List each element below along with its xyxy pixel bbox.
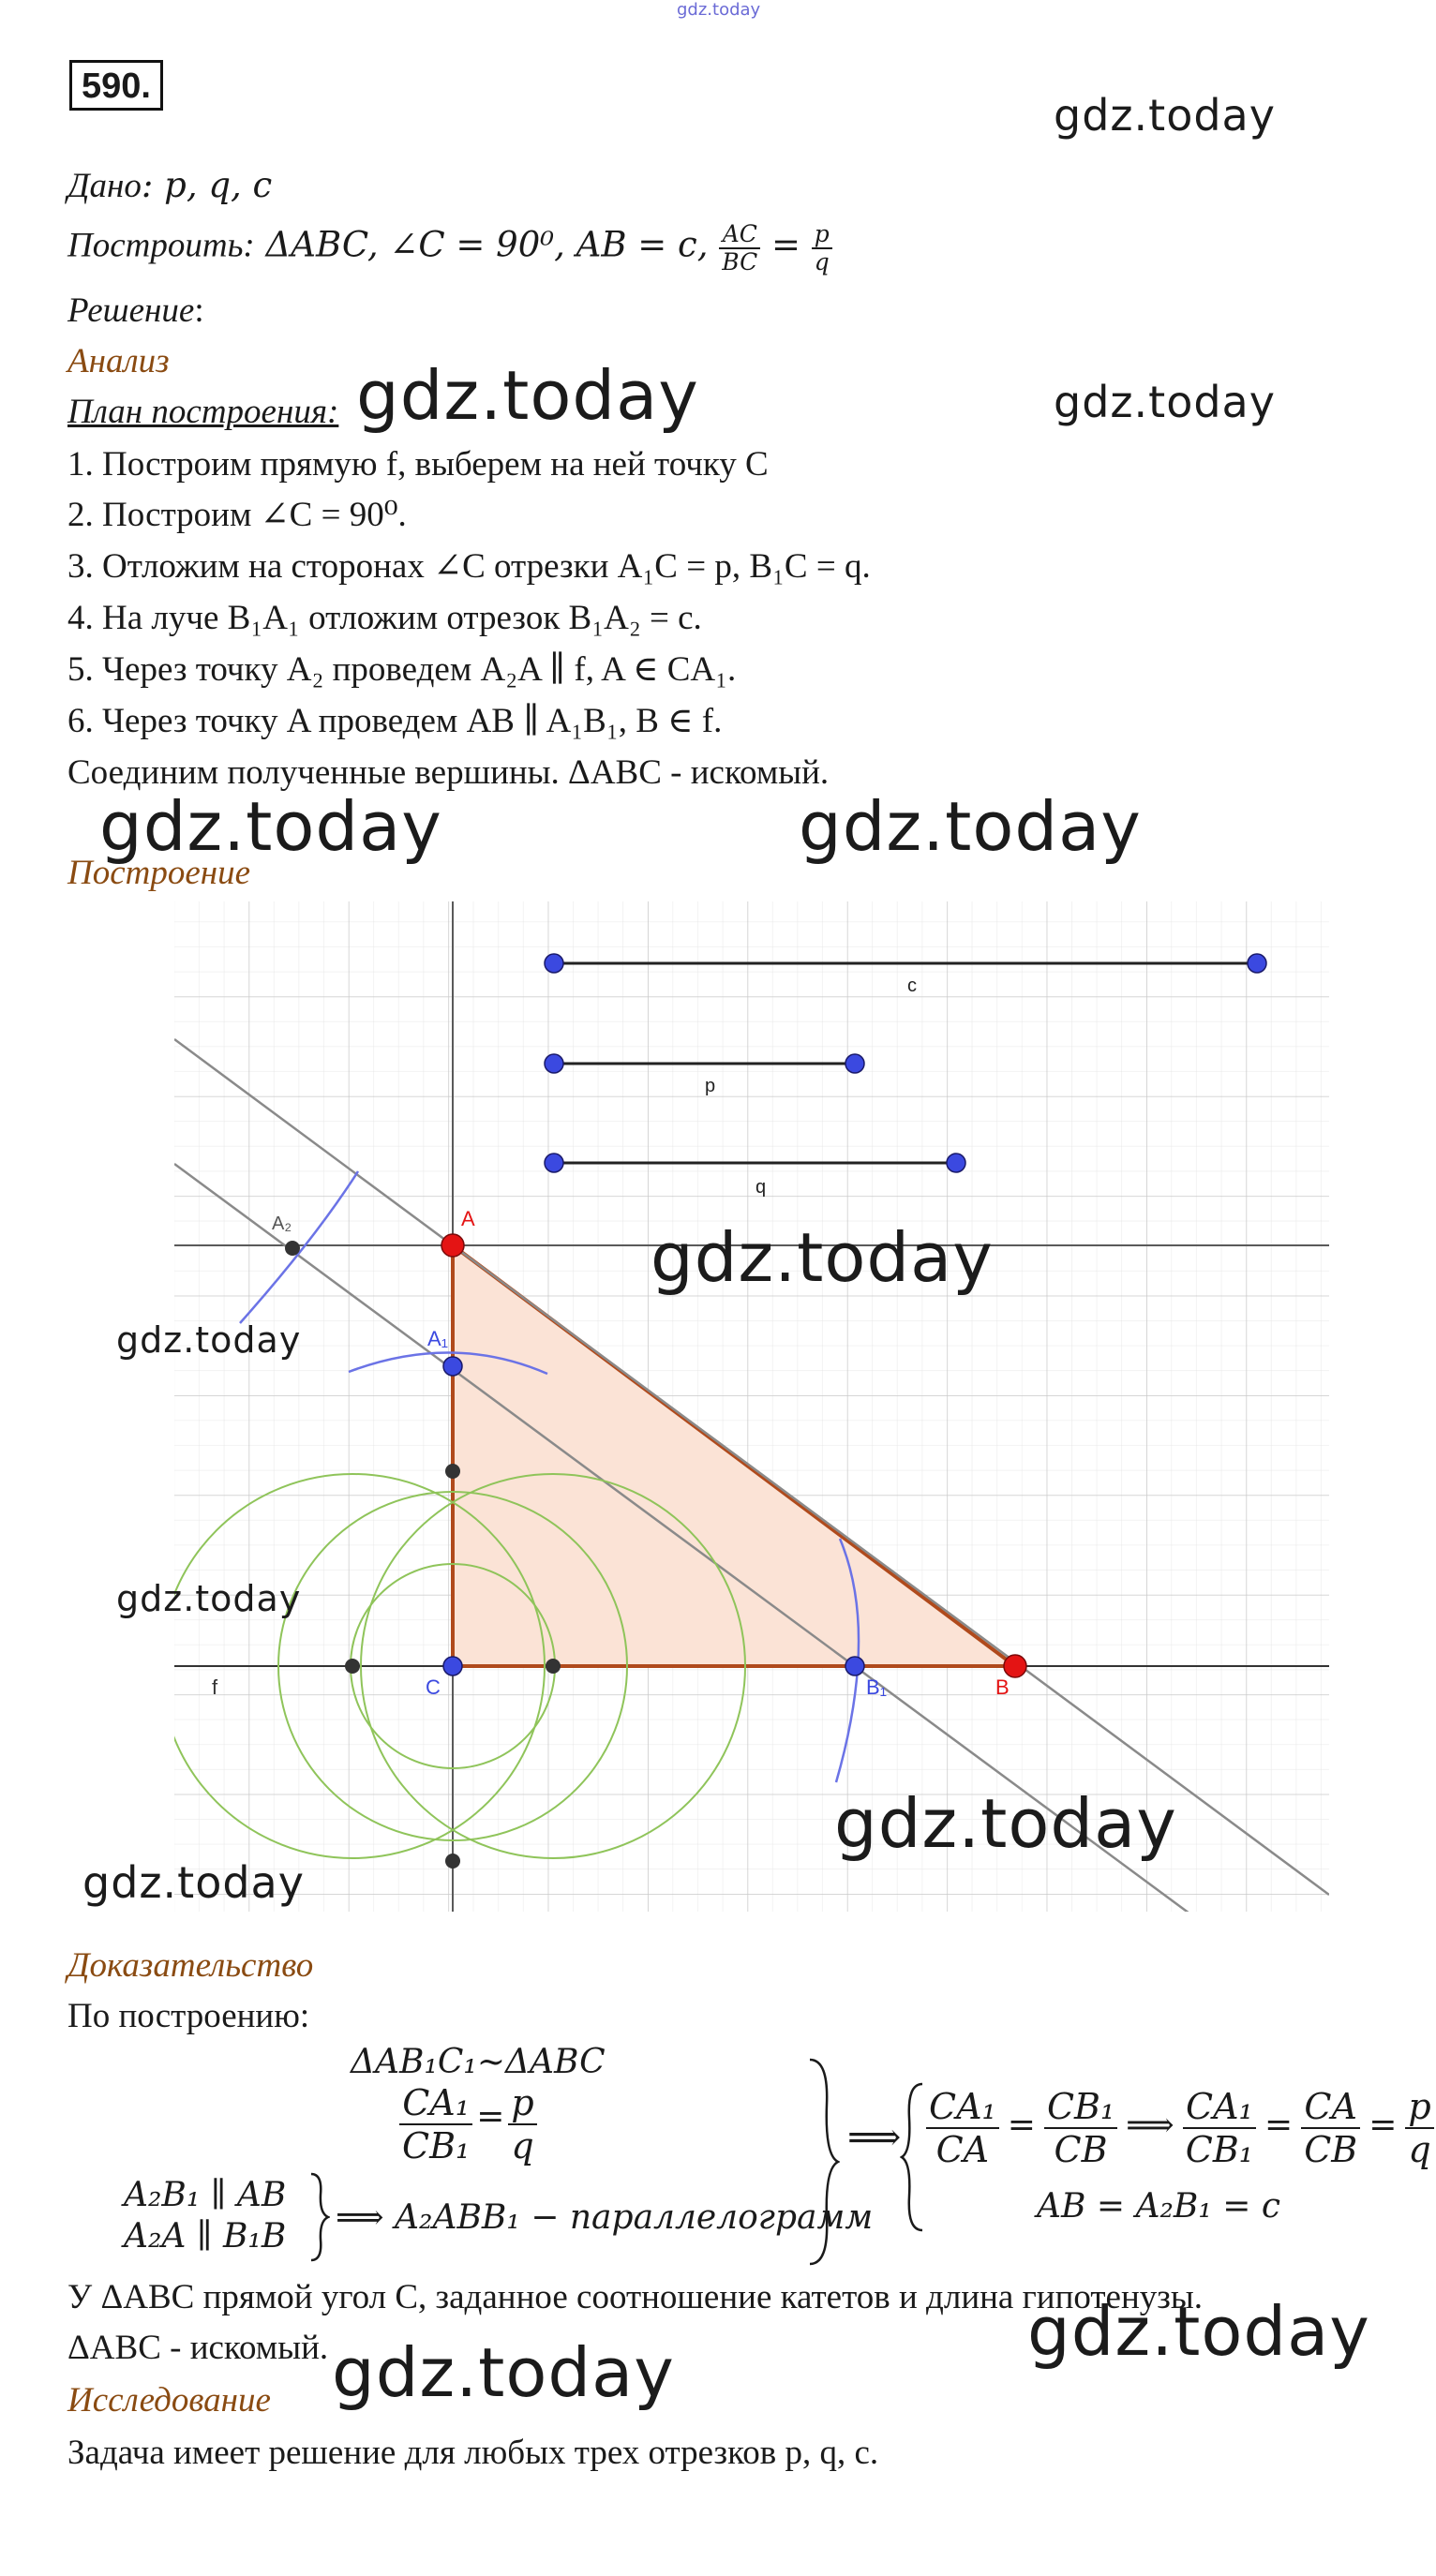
construction-heading: Построение (67, 854, 251, 892)
construct-line (67, 221, 832, 275)
point-c (443, 1657, 462, 1675)
parallel-1: A₂B₁ ∥ AB (124, 2176, 287, 2214)
label-f: f (212, 1675, 218, 1699)
point-b1 (845, 1657, 864, 1675)
analysis-heading: Анализ (67, 342, 170, 380)
problem-number: 590. (69, 60, 163, 111)
ratio-eq-1: = (1007, 2106, 1036, 2145)
construct-eq: = (760, 224, 812, 265)
by-construction: По построению: (67, 1997, 310, 2035)
segment-p-start (545, 1054, 563, 1073)
construct-text: ΔABC, ∠C = 90⁰, AB = c, (254, 224, 720, 265)
ratio-eq-2: = (1264, 2106, 1294, 2145)
label-q: q (755, 1177, 767, 1198)
step-5: 5. Через точку A₂ проведем A₂A ∥ f, A ∈ CA₁. (67, 650, 737, 689)
step-2: 2. Построим ∠C = 90⁰. (67, 496, 407, 534)
parallel-2: A₂A ∥ B₁B (124, 2217, 287, 2256)
given-values: : p, q, c (141, 165, 273, 205)
grid (174, 901, 1329, 1912)
segment-q-start (545, 1154, 563, 1172)
ratio-line (399, 2082, 537, 2167)
solution-colon: : (194, 291, 204, 330)
research-heading: Исследование (67, 2381, 271, 2420)
segment-q-end (947, 1154, 965, 1172)
ratio-p-q: $\frac{p}{q}$ (508, 2082, 536, 2167)
watermark: gdz.today (356, 356, 699, 435)
label-b: B (995, 1675, 1010, 1699)
ratio-ca1-cb1-2: $\frac{\text{CA₁}}{\text{CB₁}}$ (1183, 2086, 1256, 2170)
point-black-4 (546, 1659, 561, 1674)
label-a2: A₂ (272, 1214, 292, 1234)
implies-arrow-2: ⟹ (1126, 2106, 1174, 2145)
research-text: Задача имеет решение для любых трех отрезков p, q, c. (67, 2434, 879, 2472)
point-black-2 (445, 1854, 460, 1869)
similarity-line: ΔAB₁C₁~ΔABC (351, 2043, 606, 2081)
left-brace (900, 2082, 924, 2232)
segment-c-end (1248, 954, 1266, 973)
ratio-ca1-ca: $\frac{\text{CA₁}}{CA}$ (926, 2086, 999, 2170)
label-p: p (705, 1076, 716, 1096)
big-right-brace (808, 2058, 840, 2266)
ratio-cb1-cb: $\frac{\text{CB₁}}{CB}$ (1044, 2086, 1117, 2170)
segment-c-start (545, 954, 563, 973)
parallelogram-line: ⟹ A₂ABB₁ − параллелограмм (336, 2198, 874, 2237)
conclusion-1: У ΔABC прямой угол C, заданное соотношение катетов и длина гипотенузы. (67, 2278, 1204, 2316)
point-a1 (443, 1357, 462, 1376)
step-1: 1. Построим прямую f, выберем на ней точку C (67, 445, 769, 484)
watermark: gdz.today (1027, 2292, 1370, 2371)
ratio-p-q-2: $\frac{p}{q}$ (1405, 2086, 1433, 2170)
ratio-ca1-cb1: $\frac{\text{CA₁}}{\text{CB₁}}$ (399, 2082, 472, 2167)
label-a1: A₁ (427, 1327, 449, 1350)
step-4: 4. На луче B₁A₁ отложим отрезок B₁A₂ = c. (67, 599, 702, 637)
ratio-eq: = (476, 2097, 505, 2137)
label-c-point: C (426, 1675, 441, 1699)
step-3: 3. Отложим на сторонах ∠C отрезки A₁C = p, B₁C = q. (67, 547, 871, 586)
conclusion-2: ΔABC - искомый. (67, 2329, 329, 2367)
given-label: Дано (67, 167, 142, 205)
construct-fraction: $\frac{AC}{BC}$ (719, 221, 760, 275)
watermark: gdz.today (332, 2333, 675, 2412)
top-watermark: gdz.today (677, 0, 761, 20)
segment-p-end (845, 1054, 864, 1073)
label-c: c (907, 975, 917, 996)
step-6: 6. Через точку A проведем AB ∥ A₁B₁, B ∈ f. (67, 702, 723, 740)
watermark: gdz.today (799, 787, 1142, 866)
construct-fraction-pq: $\frac{p}{q}$ (812, 221, 832, 275)
point-a (441, 1234, 464, 1257)
watermark: gdz.today (651, 1218, 994, 1297)
watermark: gdz.today (116, 1319, 302, 1361)
watermark: gdz.today (834, 1784, 1177, 1863)
ratio-ca-cb: $\frac{CA}{CB}$ (1301, 2086, 1360, 2170)
given-line (67, 165, 272, 207)
watermark: gdz.today (116, 1578, 302, 1619)
proof-heading: Доказательство (67, 1946, 314, 1985)
construct-label: Построить: (67, 226, 255, 265)
watermark: gdz.today (1054, 90, 1276, 141)
point-black-3 (345, 1659, 360, 1674)
solution-heading (67, 290, 204, 332)
point-black-1 (445, 1464, 460, 1479)
label-b1: B₁ (866, 1675, 888, 1699)
ratio-eq-3: = (1369, 2106, 1398, 2145)
join-text: Соединим полученные вершины. ΔABC - искомый. (67, 753, 830, 792)
implies-arrow: ⟹ (847, 2116, 902, 2159)
point-b (1004, 1655, 1026, 1677)
solution-label: Решение (67, 291, 195, 330)
ab-equals-line: AB = A₂B₁ = c (1037, 2187, 1281, 2226)
construction-figure (174, 901, 1329, 1912)
small-brace (309, 2172, 330, 2262)
watermark: gdz.today (99, 787, 442, 866)
point-a2 (285, 1241, 300, 1256)
label-a: A (461, 1207, 475, 1230)
watermark: gdz.today (82, 1857, 305, 1908)
ratio-chain (926, 2086, 1434, 2170)
plan-heading: План построения: (67, 393, 339, 431)
watermark: gdz.today (1054, 377, 1276, 427)
